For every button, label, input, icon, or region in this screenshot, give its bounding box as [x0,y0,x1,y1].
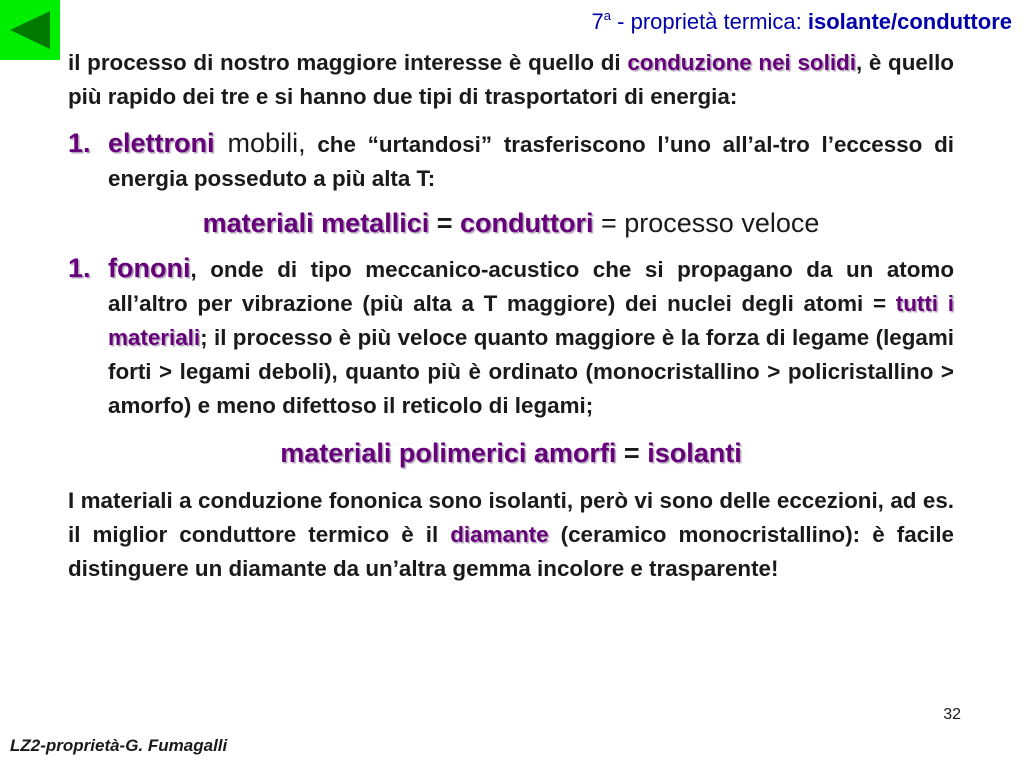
conclusion-polymers [68,436,954,470]
list-number-2: 1. [68,253,91,283]
left-triangle-icon [8,9,52,51]
electrons-highlight: elettroni [108,128,215,158]
footer-text: LZ2-proprietà-G. Fumagalli [10,736,228,755]
metals-rest: = processo veloce [593,208,820,238]
conclusion-metals [68,206,954,240]
final-text-1: I materiali a conduzione fononica sono isolanti, però vi sono delle eccezioni, ad es. il miglior conduttore termico è il [68,488,954,547]
phonons-text-2: ; il processo è più veloce quanto maggiore è la forza di legame (legami forti > legami deboli), quanto più è ordinato (monocristallino > policristallino > amorfo) e meno difettoso il reticolo di legami; [108,325,954,418]
back-button[interactable] [0,0,60,60]
final-text-2: (ceramico monocristallino): è facile distinguere un diamante da un’altra gemma incolore e trasparente! [68,522,954,581]
phonons-text-1: , onde di tipo meccanico-acustico che si propagano da un atomo all’altro per vibrazione (più alta a T maggiore) dei nuclei degli atomi = [108,257,954,316]
final-paragraph [68,484,954,586]
slide-title [592,8,1012,35]
list-number-1: 1. [68,128,91,158]
page-number: 32 [943,706,961,723]
intro-paragraph [68,46,954,114]
all-materials-highlight: tutti i materiali [108,291,954,350]
metals-highlight: materiali metallici [202,208,430,238]
metals-eq: = [429,208,461,238]
title-prefix: - proprietà termica: [611,9,808,34]
polymers-highlight: materiali polimerici amorfi [280,438,617,468]
list-item-electrons [68,126,954,196]
electrons-text: che “urtandosi” trasferiscono l’uno all’al-tro l’eccesso di energia posseduto a più alta T: [108,132,954,191]
intro-text-1: il processo di nostro maggiore interesse è quello di [68,50,628,75]
intro-text-2: , è quello più rapido dei tre e si hanno due tipi di trasportatori di energia: [68,50,954,109]
list-item-phonons [68,251,954,423]
polymers-eq: = [616,438,648,468]
conductors-highlight: conduttori [460,208,594,238]
insulators-highlight: isolanti [647,438,742,468]
diamond-highlight: diamante [450,522,549,547]
title-superscript: a [603,8,612,23]
title-bold: isolante/conduttore [807,9,1012,34]
phonons-highlight: fononi [108,253,191,283]
title-number: 7 [591,9,604,34]
electrons-mobile: mobili, [214,128,306,158]
slide-content [68,46,954,586]
intro-highlight: conduzione nei solidi [627,50,856,75]
